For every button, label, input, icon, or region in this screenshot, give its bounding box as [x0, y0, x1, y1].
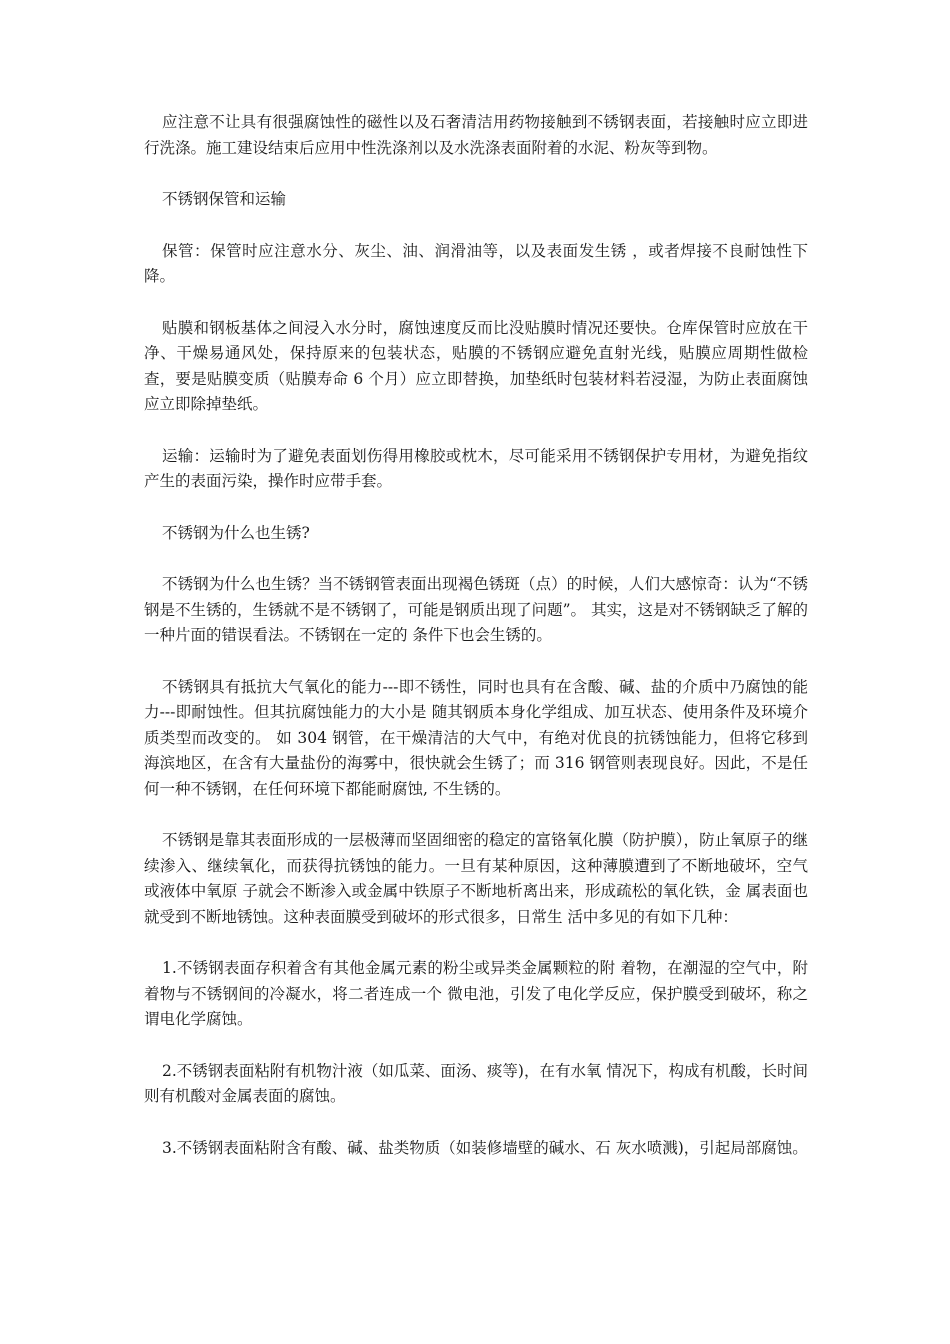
paragraph-corrosion-resistance: 不锈钢具有抵抗大气氧化的能力---即不锈性，同时也具有在含酸、碱、盐的介质中乃腐蚀的能力---即耐蚀性。但其抗腐蚀能力的大小是 随其钢质本身化学组成、加互状态、使用条件及环境介质类型而改变的。 如 304 钢管，在干燥清洁的大气中，有绝对优良的抗锈蚀能力，但将它移到海滨地区，在含有大量盐份的海雾中，很快就会生锈了；而 316 钢管则表现良好。因此，不是任何一种不锈钢，在任何环境下都能耐腐蚀, 不生锈的。 — [144, 677, 808, 798]
paragraph-film-storage: 贴膜和钢板基体之间浸入水分时，腐蚀速度反而比没贴膜时情况还要快。仓库保管时应放在干净、干燥易通风处，保持原来的包装状态，贴膜的不锈钢应避免直射光线，贴膜应周期性做检查，要是贴膜变质（贴膜寿命 6 个月）应立即替换，加垫纸时包装材料若浸湿，为防止表面腐蚀应立即除掉垫纸。 — [144, 318, 808, 413]
list-item-acid-alkali-salt: 3.不锈钢表面粘附含有酸、碱、盐类物质（如装修墙壁的碱水、石 灰水喷溅)，引起局部腐蚀。 — [162, 1138, 808, 1157]
list-item-electrochemical: 1.不锈钢表面存积着含有其他金属元素的粉尘或异类金属颗粒的附 着物，在潮湿的空气中，附着物与不锈钢间的冷凝水，将二者连成一个 微电池，引发了电化学反应，保护膜受到破坏，称之谓电化学腐蚀。 — [144, 959, 808, 1028]
list-item-organic-acid: 2.不锈钢表面粘附有机物汁液（如瓜菜、面汤、痰等)，在有水氧 情况下，构成有机酸，长时间则有机酸对金属表面的腐蚀。 — [144, 1061, 808, 1105]
paragraph-oxide-film: 不锈钢是靠其表面形成的一层极薄而坚固细密的稳定的富铬氧化膜（防护膜），防止氧原子的继续渗入、继续氧化，而获得抗锈蚀的能力。一旦有某种原因，这种薄膜遭到了不断地破坏，空气或液体中氧原 子就会不断渗入或金属中铁原子不断地析离出来，形成疏松的氧化铁，金 属表面也就受到不断地锈蚀。这种表面膜受到破坏的形式很多，日常生 活中多见的有如下几种： — [144, 831, 808, 926]
paragraph-cleaning-notes: 应注意不让具有很强腐蚀性的磁性以及石奢清洁用药物接触到不锈钢表面，若接触时应立即进行洗涤。施工建设结束后应用中性洗涤剂以及水洗涤表面附着的水泥、粉灰等到物。 — [144, 113, 808, 157]
document-body — [144, 110, 808, 1187]
paragraph-storage: 保管：保管时应注意水分、灰尘、油、润滑油等，以及表面发生锈 ，或者焊接不良耐蚀性下降。 — [144, 241, 808, 285]
section-heading-storage-transport: 不锈钢保管和运输 — [162, 190, 287, 208]
paragraph-why-rust-intro: 不锈钢为什么也生锈？当不锈钢管表面出现褐色锈斑（点）的时候，人们大感惊奇：认为“不锈钢是不生锈的，生锈就不是不锈钢了，可能是钢质出现了问题”。 其实，这是对不锈钢缺乏了解的一种片面的错误看法。不锈钢在一定的 条件下也会生锈的。 — [144, 575, 808, 644]
paragraph-transport: 运输：运输时为了避免表面划伤得用橡胶或枕木，尽可能采用不锈钢保护专用材，为避免指纹产生的表面污染，操作时应带手套。 — [144, 446, 808, 490]
section-heading-why-rust: 不锈钢为什么也生锈? — [162, 523, 310, 542]
